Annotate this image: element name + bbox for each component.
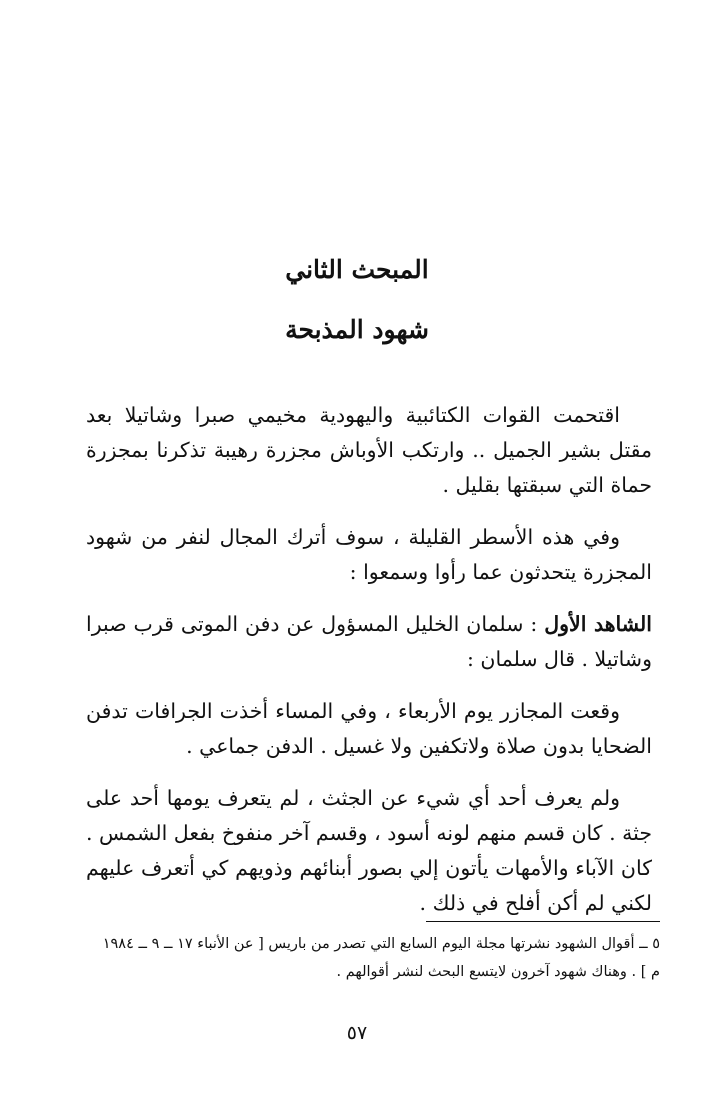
section-title: المبحث الثاني (285, 255, 429, 284)
footnote: ٥ ــ أقوال الشهود نشرتها مجلة اليوم السابع التي تصدر من باريس [ عن الأنباء ١٧ ــ ٩ ــ ١٩٨٤ م ] . وهناك شهود آخرون لايتسع البحث لنشر أقوالهم . (102, 936, 660, 980)
footnote-divider (426, 921, 660, 922)
witness-text: : سلمان الخليل المسؤول عن دفن الموتى قرب صبرا وشاتيلا . قال سلمان : (86, 612, 652, 671)
paragraph-first-witness (86, 607, 652, 677)
page-number: ٥٧ (346, 1022, 368, 1044)
witness-label: الشاهد الأول (544, 612, 652, 636)
body-text (86, 398, 652, 938)
paragraph-witnesses: وفي هذه الأسطر القليلة ، سوف أترك المجال لنفر من شهود المجزرة يتحدثون عما رأوا وسمعوا : (86, 525, 652, 584)
paragraph-testimony-bodies: ولم يعرف أحد أي شيء عن الجثث ، لم يتعرف يومها أحد على جثة . كان قسم منهم لونه أسود ، وقسم آخر منفوخ بفعل الشمس . كان الآباء والأمهات يأتون إلي بصور أبنائهم وذويهم كي أتعرف عليهم لكني لم أكن أفلح في ذلك . (86, 786, 652, 915)
section-subtitle: شهود المذبحة (285, 315, 429, 344)
paragraph-intro: اقتحمت القوات الكتائبية واليهودية مخيمي صبرا وشاتيلا بعد مقتل بشير الجميل .. وارتكب الأوباش مجزرة رهيبة تذكرنا بمجزرة حماة التي سبقتها بقليل . (86, 403, 652, 497)
paragraph-testimony-burial: وقعت المجازر يوم الأربعاء ، وفي المساء أخذت الجرافات تدفن الضحايا بدون صلاة ولاتكفين ولا غسيل . الدفن جماعي . (86, 699, 652, 758)
